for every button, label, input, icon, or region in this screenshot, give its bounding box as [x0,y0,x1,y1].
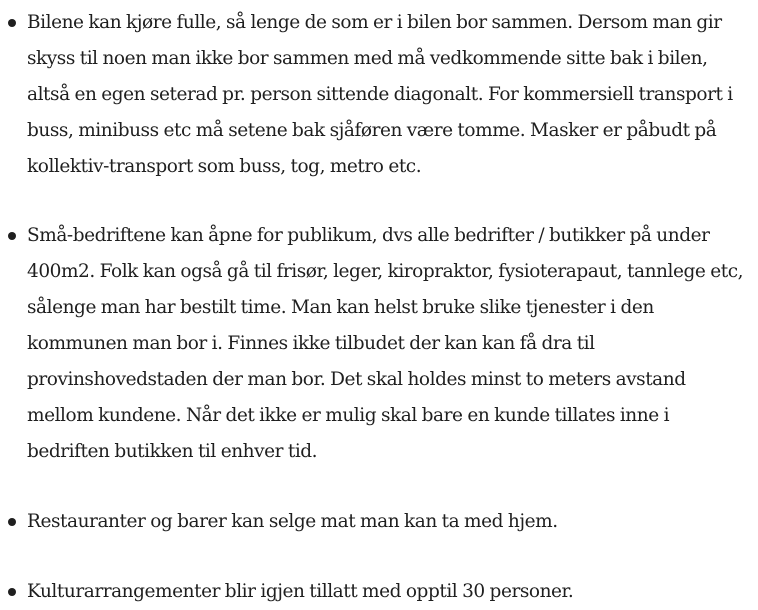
list-item-text: Restauranter og barer kan selge mat man kan ta med hjem. [27,511,558,532]
bullet-icon [8,19,16,27]
list-item [0,504,758,540]
list-item [0,574,758,610]
list-item [0,5,758,185]
bullet-icon [8,588,16,596]
list-item-text: Kulturarrangementer blir igjen tillatt med opptil 30 personer. [27,581,574,602]
list-item [0,218,758,470]
list-item-text: Bilene kan kjøre fulle, så lenge de som er i bilen bor sammen. Dersom man gir skyss til noen man ikke bor sammen med må vedkommende sitte bak i bilen, altså en egen seterad pr. person sittende diagonalt. For kommersiell transport i buss, minibuss etc må setene bak sjåføren være tomme. Masker er påbudt på kollektiv-transport som buss, tog, metro etc. [27,12,733,177]
bullet-list [0,5,758,610]
bullet-icon [8,232,16,240]
bullet-icon [8,518,16,526]
list-item-text: Små-bedriftene kan åpne for publikum, dvs alle bedrifter / butikker på under 400m2. Folk kan også gå til frisør, leger, kiropraktor, fysioterapaut, tannlege etc, sålenge man har bestilt time. Man kan helst bruke slike tjenester i den kommunen man bor i. Finnes ikke tilbudet der kan kan få dra til provinshovedstaden der man bor. Det skal holdes minst to meters avstand mellom kundene. Når det ikke er mulig skal bare en kunde tillates inne i bedriften butikken til enhver tid. [27,225,744,462]
